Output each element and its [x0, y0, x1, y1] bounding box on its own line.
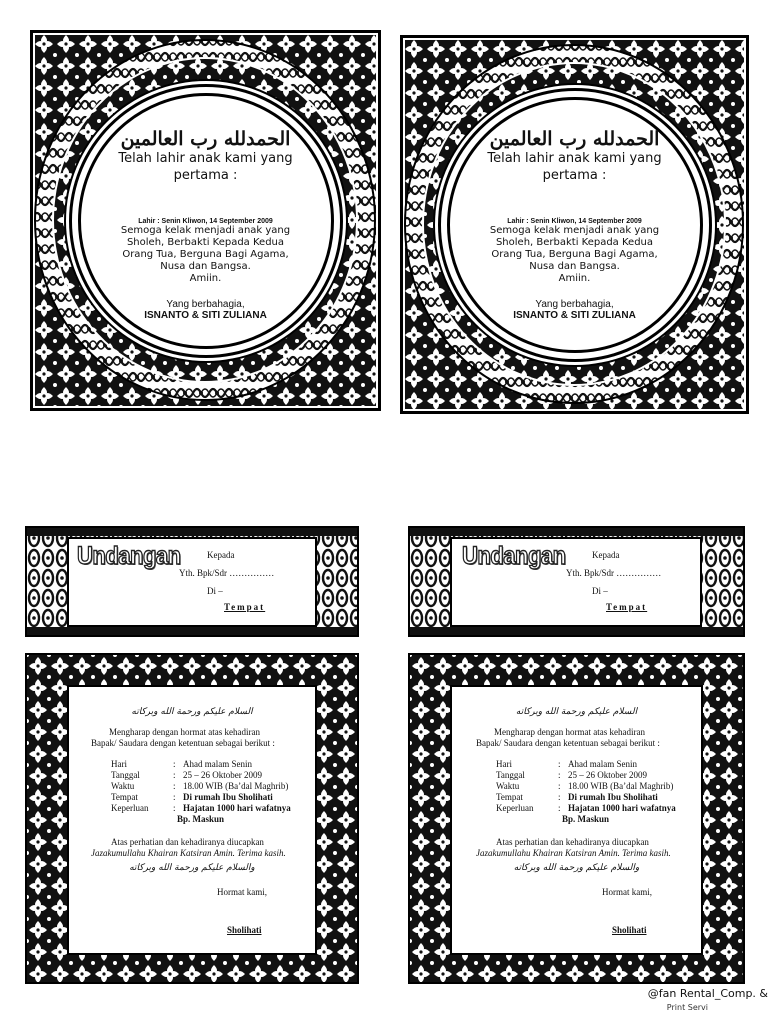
birth-card-right [400, 35, 749, 414]
announcement-line: pertama : [173, 168, 238, 183]
salam-opening: السلام عليكم ورحمة الله وبركاته [515, 707, 638, 717]
tempat-label: Tempat [224, 602, 266, 612]
kepada-label: Kepada [592, 550, 620, 560]
birth-date: Lahir : Senin Kliwon, 14 September 2009 [138, 218, 273, 225]
wish-line: Orang Tua, Berguna Bagi Agama, [122, 249, 289, 260]
regards: Hormat kami, [217, 887, 267, 897]
wish-line: Amiin. [558, 273, 591, 284]
intro-line: Bapak/ Saudara dengan ketentuan sebagai berikut : [476, 738, 660, 748]
invitation-card-left [25, 653, 359, 984]
closing-line: Atas perhatian dan kehadiranya diucapkan [496, 837, 649, 847]
di-label: Di – [592, 586, 608, 596]
announcement-line: Telah lahir anak kami yang [118, 151, 293, 166]
print-credit: @fan Rental_Comp. & [647, 987, 768, 1000]
signers-label: Yang berbahagia, [166, 299, 245, 310]
wish-line: Semoga kelak menjadi anak yang [120, 225, 291, 236]
wish-line: Semoga kelak menjadi anak yang [489, 225, 660, 236]
wish-line: Amiin. [189, 273, 222, 284]
detail-row: Hari : Ahad malam Senin [111, 759, 252, 769]
tempat-label: Tempat [606, 602, 648, 612]
detail-row: Keperluan : Hajatan 1000 hari wafatnya [111, 803, 291, 813]
salam-closing: والسلام عليكم ورحمة الله وبركاته [129, 863, 255, 873]
salam-opening: السلام عليكم ورحمة الله وبركاته [131, 707, 253, 717]
intro-line: Mengharap dengan hormat atas kehadiran [494, 727, 645, 737]
arabic-title: الحمدلله رب العالمين [489, 128, 660, 150]
yth-line: Yth. Bpk/Sdr …………… [179, 568, 275, 578]
detail-row-continuation: Bp. Maskun [177, 814, 225, 824]
detail-row: Tempat : Di rumah Ibu Sholihati [496, 792, 658, 802]
birth-card-left [30, 30, 381, 411]
wish-line: Sholeh, Berbakti Kepada Kedua [126, 237, 285, 248]
undangan-title: Undangan [462, 541, 566, 570]
detail-row: Keperluan : Hajatan 1000 hari wafatnya [496, 803, 676, 813]
invitation-envelope-right [408, 526, 745, 637]
birth-card-content [33, 128, 378, 321]
announcement-line: Telah lahir anak kami yang [487, 151, 662, 166]
birth-card-content [403, 128, 746, 321]
birth-date: Lahir : Senin Kliwon, 14 September 2009 [507, 218, 642, 225]
signature-name: Sholihati [227, 925, 262, 935]
detail-row-continuation: Bp. Maskun [562, 814, 610, 824]
detail-row: Tanggal : 25 – 26 Oktober 2009 [111, 770, 262, 780]
closing-line: Jazakumullahu Khairan Katsiran Amin. Terima kasih. [476, 848, 671, 858]
announcement-line: pertama : [542, 168, 607, 183]
closing-line: Jazakumullahu Khairan Katsiran Amin. Terima kasih. [91, 848, 286, 858]
detail-row: Hari : Ahad malam Senin [496, 759, 637, 769]
wish-line: Nusa dan Bangsa. [529, 261, 620, 272]
wish-line: Nusa dan Bangsa. [160, 261, 251, 272]
intro-line: Mengharap dengan hormat atas kehadiran [109, 727, 260, 737]
intro-line: Bapak/ Saudara dengan ketentuan sebagai berikut : [91, 738, 275, 748]
yth-line: Yth. Bpk/Sdr …………… [566, 568, 662, 578]
detail-row: Waktu : 18.00 WIB (Ba’dal Maghrib) [111, 781, 289, 791]
wish-line: Sholeh, Berbakti Kepada Kedua [495, 237, 654, 248]
detail-row: Tanggal : 25 – 26 Oktober 2009 [496, 770, 647, 780]
arabic-title: الحمدلله رب العالمين [120, 128, 291, 150]
invitation-envelope-left [25, 526, 359, 637]
di-label: Di – [207, 586, 223, 596]
regards: Hormat kami, [602, 887, 652, 897]
closing-line: Atas perhatian dan kehadiranya diucapkan [111, 837, 264, 847]
wish-line: Orang Tua, Berguna Bagi Agama, [491, 249, 658, 260]
signers-label: Yang berbahagia, [535, 299, 614, 310]
signature-name: Sholihati [612, 925, 647, 935]
kepada-label: Kepada [207, 550, 235, 560]
signers-names: ISNANTO & SITI ZULIANA [144, 310, 267, 321]
salam-closing: والسلام عليكم ورحمة الله وبركاته [513, 863, 640, 873]
undangan-title: Undangan [77, 541, 181, 570]
detail-row: Tempat : Di rumah Ibu Sholihati [111, 792, 273, 802]
invitation-card-right [408, 653, 745, 984]
print-credit-tail: Print Servi [666, 1003, 708, 1012]
detail-row: Waktu : 18.00 WIB (Ba’dal Maghrib) [496, 781, 674, 791]
signers-names: ISNANTO & SITI ZULIANA [513, 310, 636, 321]
